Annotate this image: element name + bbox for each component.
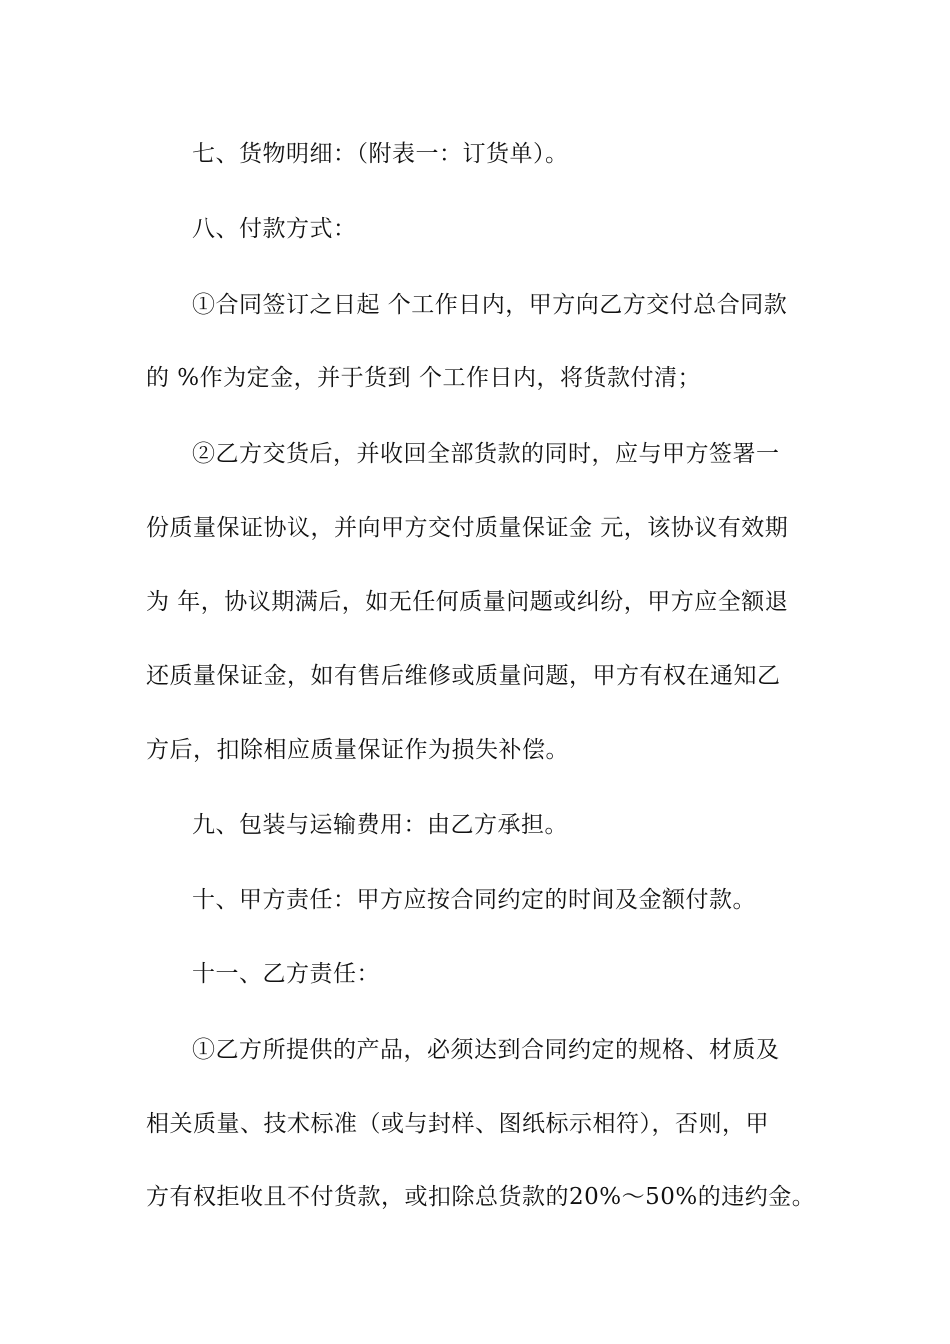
clause-8-item-2-line-2: 份质量保证协议，并向甲方交付质量保证金 元，该协议有效期 — [146, 515, 789, 541]
clause-7-heading: 七、货物明细：（附表一：订货单）。 — [192, 141, 569, 167]
clause-8-item-2-line-5: 方后，扣除相应质量保证作为损失补偿。 — [146, 737, 569, 763]
clause-11-item-1-line-2: 相关质量、技术标准（或与封样、图纸标示相符），否则，甲 — [146, 1111, 769, 1137]
clause-8-heading: 八、付款方式： — [192, 216, 357, 242]
clause-8-item-2-line-1: ②乙方交货后，并收回全部货款的同时，应与甲方签署一 — [192, 441, 780, 467]
clause-11-item-1-line-1: ①乙方所提供的产品，必须达到合同约定的规格、材质及 — [192, 1037, 780, 1063]
clause-9: 九、包装与运输费用：由乙方承担。 — [192, 812, 568, 838]
clause-11-heading: 十一、乙方责任： — [192, 961, 380, 987]
clause-8-item-1-line-1: ①合同签订之日起 个工作日内，甲方向乙方交付总合同款 — [192, 292, 788, 318]
clause-8-item-1-line-2: 的 %作为定金，并于货到 个工作日内，将货款付清； — [146, 365, 701, 391]
clause-10: 十、甲方责任：甲方应按合同约定的时间及金额付款。 — [192, 887, 756, 913]
clause-11-item-1-line-3: 方有权拒收且不付货款，或扣除总货款的20%～50%的违约金。 — [146, 1184, 816, 1210]
clause-8-item-2-line-4: 还质量保证金，如有售后维修或质量问题，甲方有权在通知乙 — [146, 663, 781, 689]
clause-8-item-2-line-3: 为 年，协议期满后，如无任何质量问题或纠纷，甲方应全额退 — [146, 589, 789, 615]
